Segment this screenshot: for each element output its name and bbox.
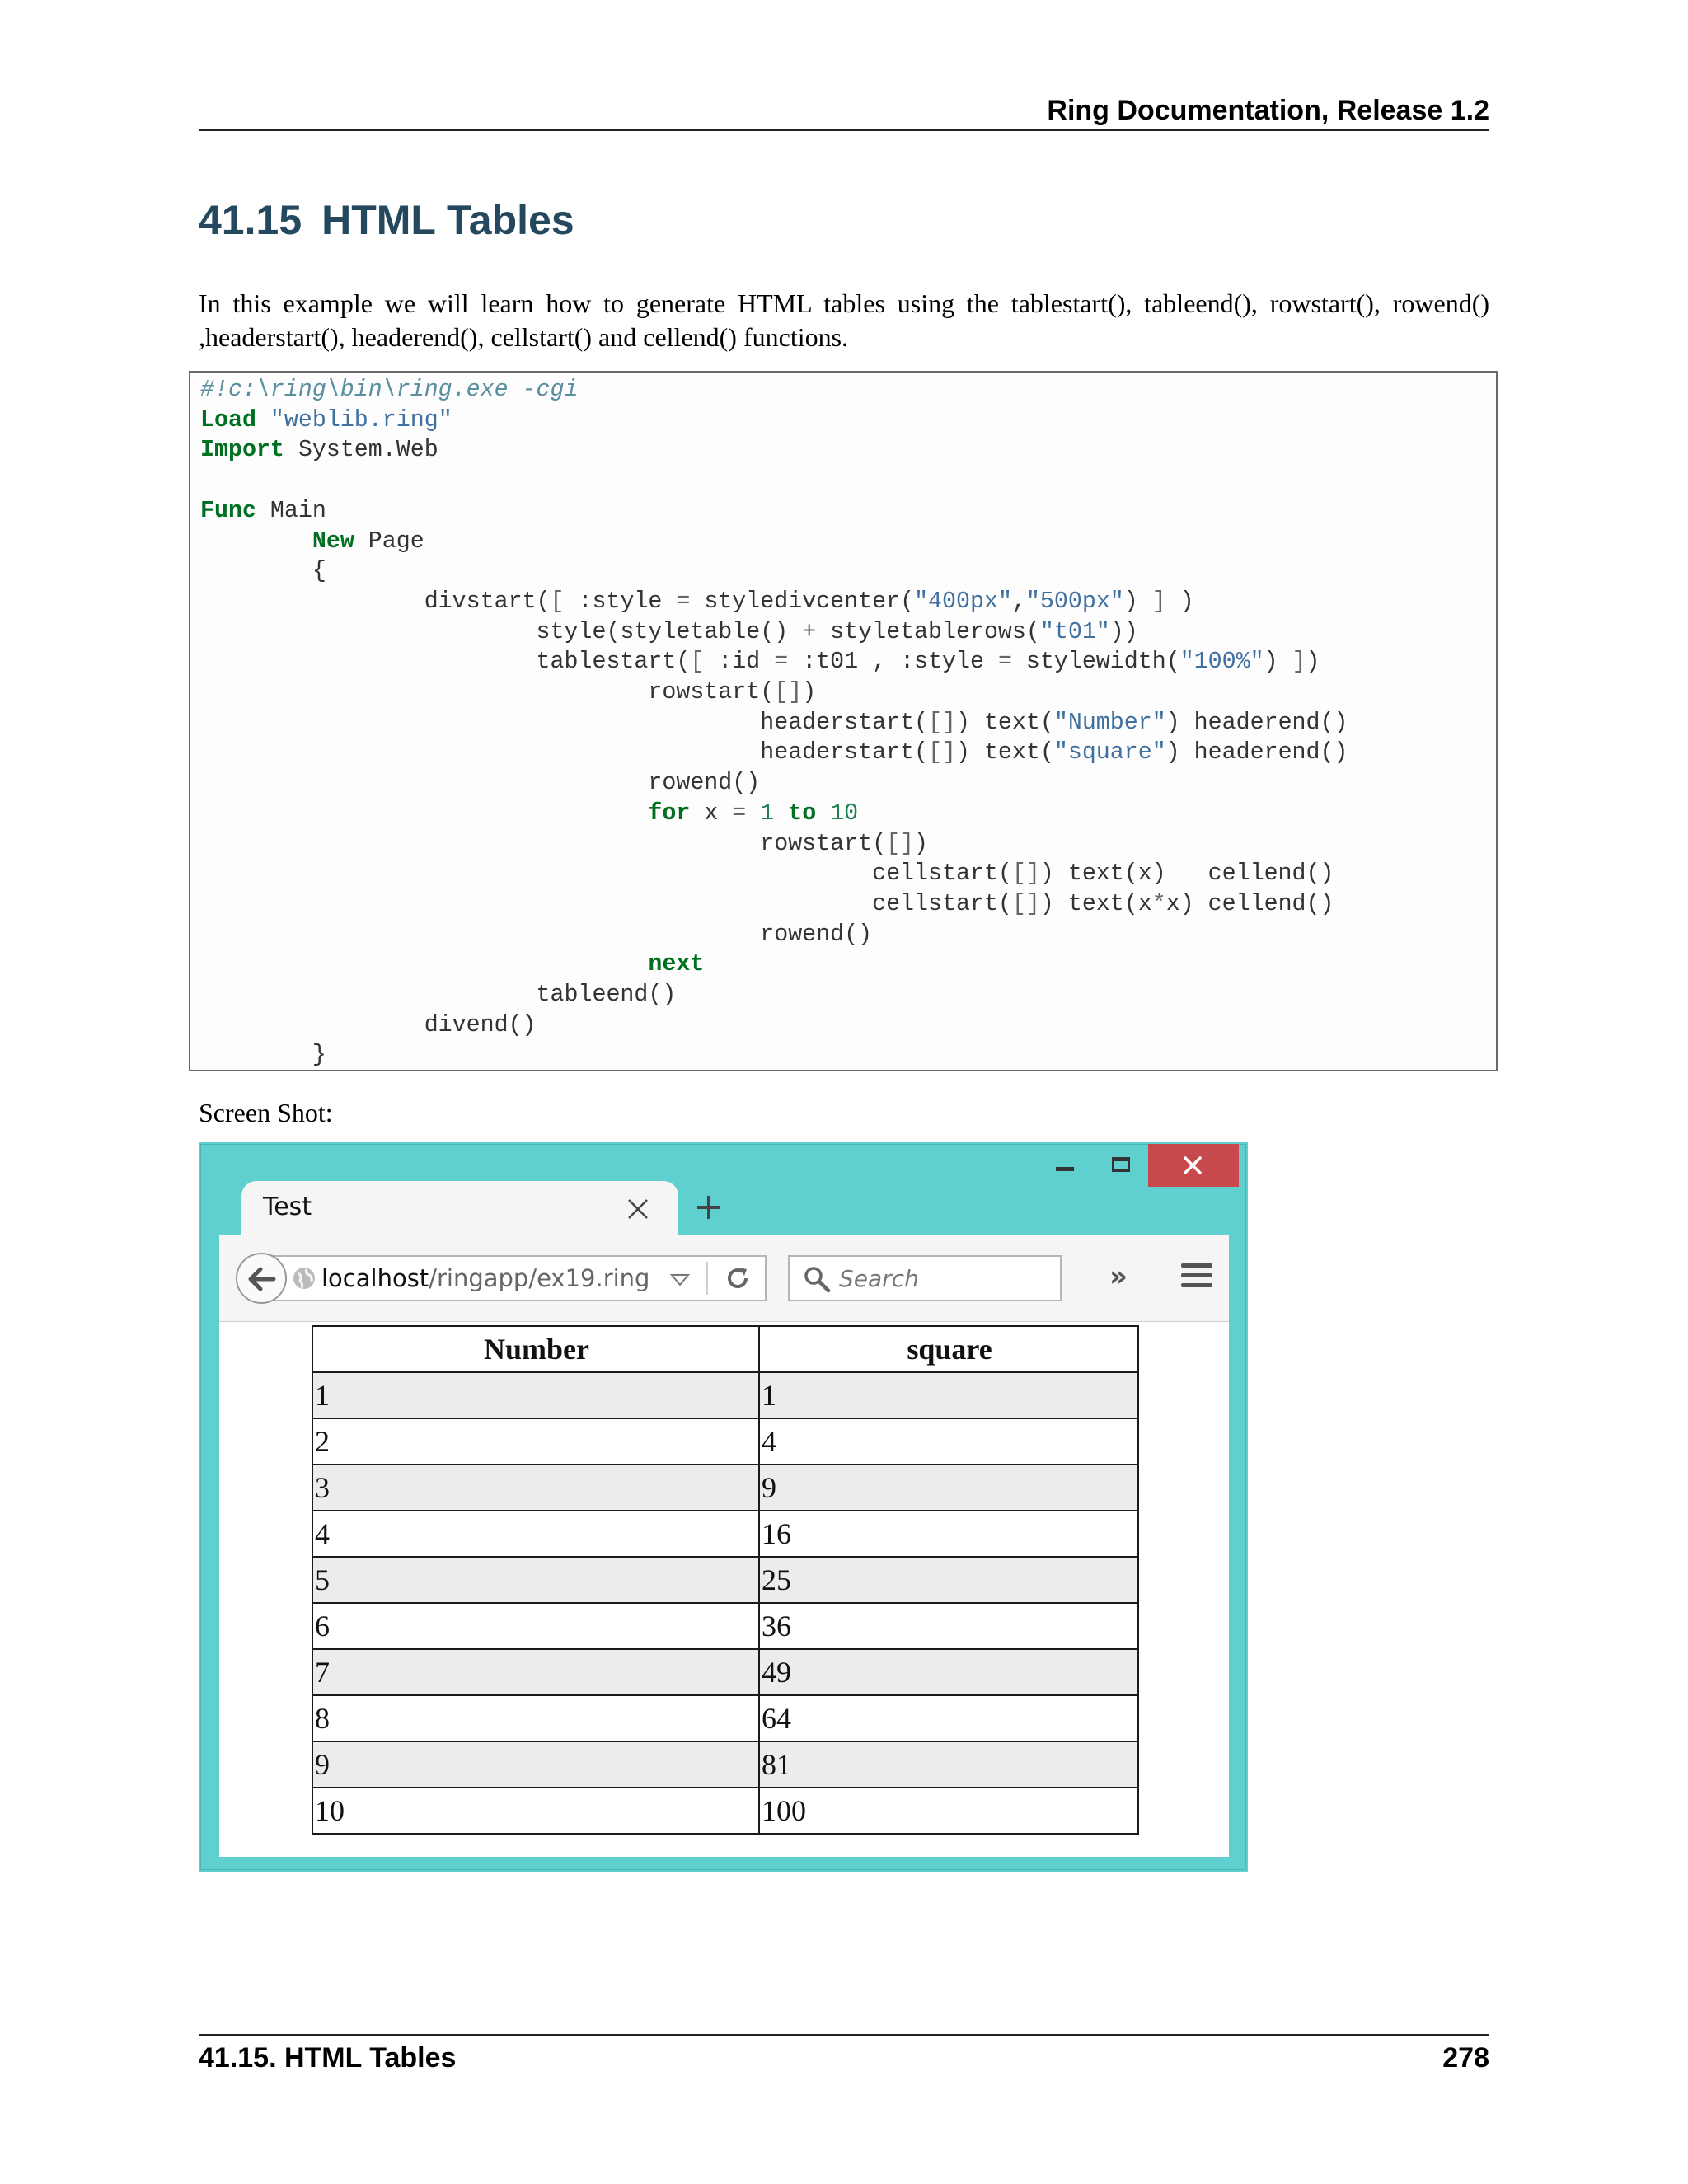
page-number: 278 <box>1442 2042 1489 2074</box>
code-token: headerstart( <box>200 709 929 736</box>
footer-section: 41.15. HTML Tables <box>199 2042 457 2074</box>
search-input[interactable] <box>788 1255 1062 1301</box>
code-token: style(styletable() <box>200 618 803 645</box>
code-line <box>200 679 816 705</box>
code-line <box>200 558 326 584</box>
code-token: x) cellend() <box>1165 890 1334 917</box>
code-token: [] <box>1011 860 1040 888</box>
code-token: ) text(x <box>1039 890 1152 917</box>
code-token: = <box>997 649 1012 676</box>
code-line <box>200 1012 537 1038</box>
code-token: ) <box>914 830 929 857</box>
code-line <box>200 1042 326 1068</box>
browser-window <box>199 1142 1248 1872</box>
code-line <box>200 619 1138 645</box>
code-token: ) <box>802 679 817 706</box>
code-token: next <box>648 951 705 978</box>
code-token <box>774 800 788 827</box>
code-token: [] <box>928 739 956 766</box>
code-token: :t01 , :style <box>788 649 998 676</box>
code-token: rowend() <box>200 770 761 797</box>
code-line <box>200 437 438 463</box>
code-token: to <box>788 799 817 827</box>
code-line <box>200 528 424 555</box>
table-header-row <box>312 1326 1138 1372</box>
code-line <box>200 891 1334 917</box>
code-token: ] <box>1292 649 1306 676</box>
number-cell: 7 <box>312 1649 759 1695</box>
code-line <box>200 921 872 948</box>
number-cell: 6 <box>312 1603 759 1649</box>
table-row <box>312 1418 1138 1465</box>
code-token: , <box>1011 588 1026 615</box>
table-row <box>312 1603 1138 1649</box>
table-row <box>312 1557 1138 1603</box>
code-token: } <box>200 1042 326 1069</box>
code-token: #!c:\ring\bin\ring.exe -cgi <box>200 377 579 403</box>
number-cell: 3 <box>312 1465 759 1511</box>
code-block <box>189 371 1498 1071</box>
code-token: tableend() <box>200 982 677 1009</box>
code-token: headerstart( <box>200 739 929 766</box>
code-token: [] <box>928 709 956 736</box>
code-token: x <box>690 799 733 827</box>
new-tab-icon[interactable] <box>696 1194 722 1221</box>
window-close-button[interactable] <box>1148 1144 1239 1187</box>
code-token: divstart( <box>200 588 551 615</box>
browser-tab[interactable] <box>241 1181 678 1235</box>
url-path: /ringapp/ex19.ring <box>429 1264 650 1292</box>
code-token: [] <box>774 679 803 706</box>
code-token: [] <box>886 830 915 857</box>
code-token: = <box>774 649 789 676</box>
table-row <box>312 1465 1138 1511</box>
browser-toolbar <box>219 1235 1229 1322</box>
code-token: divend() <box>200 1011 537 1038</box>
code-token: tablestart( <box>200 649 691 676</box>
table-row <box>312 1695 1138 1741</box>
square-cell: 16 <box>759 1511 1138 1557</box>
code-token: System.Web <box>284 437 438 464</box>
code-token: "500px" <box>1025 588 1124 615</box>
code-token: = <box>676 588 691 615</box>
code-line <box>200 951 704 977</box>
code-token: ] <box>1151 588 1166 615</box>
code-line <box>200 377 578 403</box>
code-token: rowend() <box>200 921 873 948</box>
code-token: "weblib.ring" <box>270 406 452 434</box>
code-token: for <box>648 799 691 827</box>
code-token: cellstart( <box>200 860 1012 888</box>
square-cell: 64 <box>759 1695 1138 1741</box>
close-icon <box>1183 1155 1203 1175</box>
page-viewport <box>219 1322 1229 1857</box>
code-line <box>200 831 928 857</box>
code-token <box>200 528 312 555</box>
section-number: 41.15 <box>199 197 302 243</box>
squares-table <box>312 1325 1139 1835</box>
code-token: Page <box>354 527 424 555</box>
code-token: Func <box>200 497 256 524</box>
overflow-chevron-button[interactable]: » <box>1109 1260 1128 1293</box>
code-token: = <box>732 799 747 827</box>
back-arrow-icon <box>247 1266 277 1292</box>
code-token <box>816 800 830 827</box>
code-token: 1 <box>760 799 775 827</box>
number-cell: 8 <box>312 1695 759 1741</box>
number-cell: 4 <box>312 1511 759 1557</box>
code-token: ) <box>1306 649 1320 676</box>
code-token: ) text( <box>955 709 1054 736</box>
search-icon <box>803 1265 831 1293</box>
chevron-down-icon[interactable] <box>670 1273 690 1286</box>
code-line <box>200 739 1348 766</box>
square-cell: 49 <box>759 1649 1138 1695</box>
minimize-icon[interactable] <box>1056 1167 1074 1171</box>
code-token: + <box>802 618 817 645</box>
number-cell: 5 <box>312 1557 759 1603</box>
code-line <box>200 982 676 1008</box>
code-token: ) headerend() <box>1165 709 1348 736</box>
square-cell: 4 <box>759 1418 1138 1465</box>
code-token <box>256 407 270 434</box>
address-bar-divider <box>706 1262 708 1295</box>
code-token: "square" <box>1053 739 1166 766</box>
square-cell: 1 <box>759 1372 1138 1418</box>
code-token: "t01" <box>1039 618 1110 645</box>
square-cell: 36 <box>759 1603 1138 1649</box>
code-line <box>200 407 452 434</box>
code-token: )) <box>1109 618 1138 645</box>
code-token: { <box>200 558 326 585</box>
hamburger-menu-icon[interactable] <box>1181 1263 1212 1293</box>
code-token: "400px" <box>914 588 1012 615</box>
number-cell: 10 <box>312 1788 759 1834</box>
square-cell: 9 <box>759 1465 1138 1511</box>
table-row <box>312 1372 1138 1418</box>
table-row <box>312 1741 1138 1788</box>
intro-paragraph: In this example we will learn how to generate HTML tables using the tablestart(), tableend(), rowstart(), rowend() ,headerstart(), headerend(), cellstart() and cellend() functions. <box>199 288 1489 352</box>
code-token <box>746 800 760 827</box>
table-row <box>312 1511 1138 1557</box>
screenshot-label: Screen Shot: <box>199 1098 333 1127</box>
code-token: ) text( <box>955 739 1054 766</box>
code-token: stylewidth( <box>1011 649 1180 676</box>
code-token: Load <box>200 406 256 434</box>
code-token: ) text(x) cellend() <box>1039 860 1334 888</box>
code-line <box>200 710 1348 736</box>
square-cell: 25 <box>759 1557 1138 1603</box>
code-line <box>200 649 1320 675</box>
code-line <box>200 800 858 827</box>
number-cell: 9 <box>312 1741 759 1788</box>
running-header: Ring Documentation, Release 1.2 <box>1047 95 1489 126</box>
square-cell: 81 <box>759 1741 1138 1788</box>
code-token: ) <box>1165 588 1194 615</box>
code-token <box>200 951 648 977</box>
code-token: 10 <box>830 799 859 827</box>
table-row <box>312 1649 1138 1695</box>
square-cell: 100 <box>759 1788 1138 1834</box>
back-button[interactable] <box>236 1253 287 1304</box>
header-rule <box>199 129 1489 131</box>
code-token: [] <box>1011 890 1040 917</box>
maximize-icon[interactable] <box>1112 1157 1130 1172</box>
globe-icon <box>292 1266 316 1291</box>
number-cell: 1 <box>312 1372 759 1418</box>
code-token: ) <box>1264 649 1292 676</box>
code-token <box>200 800 648 827</box>
code-listing <box>200 375 1348 1071</box>
code-token: rowstart( <box>200 830 887 857</box>
code-token: rowstart( <box>200 679 775 706</box>
code-token: styletablerows( <box>816 618 1040 645</box>
url-text <box>321 1263 649 1293</box>
code-token: "100%" <box>1179 649 1264 676</box>
column-header-number: Number <box>312 1326 759 1372</box>
code-token: New <box>312 527 354 555</box>
code-line <box>200 588 1194 615</box>
section-title <box>199 191 574 249</box>
url-host: localhost <box>321 1264 429 1292</box>
code-token: "Number" <box>1053 709 1166 736</box>
code-token: ) <box>1123 588 1152 615</box>
number-cell: 2 <box>312 1418 759 1465</box>
table-row <box>312 1788 1138 1834</box>
code-token: ) headerend() <box>1165 739 1348 766</box>
code-token: cellstart( <box>200 890 1012 917</box>
code-token: :style <box>564 588 677 615</box>
code-token: Import <box>200 437 284 464</box>
search-placeholder: Search <box>839 1265 919 1292</box>
code-token: [ <box>550 588 565 615</box>
code-token: [ <box>690 649 705 676</box>
code-token: Main <box>256 497 326 524</box>
footer-rule <box>199 2034 1489 2036</box>
code-line <box>200 498 326 524</box>
section-heading: HTML Tables <box>321 197 574 243</box>
code-line <box>200 860 1334 887</box>
tab-close-icon[interactable] <box>626 1197 649 1221</box>
column-header-square: square <box>759 1326 1138 1372</box>
reload-icon[interactable] <box>724 1265 751 1291</box>
code-token: styledivcenter( <box>690 588 915 615</box>
code-token: * <box>1151 890 1166 917</box>
code-token: :id <box>704 649 775 676</box>
tab-title: Test <box>263 1193 312 1221</box>
code-line <box>200 770 760 796</box>
